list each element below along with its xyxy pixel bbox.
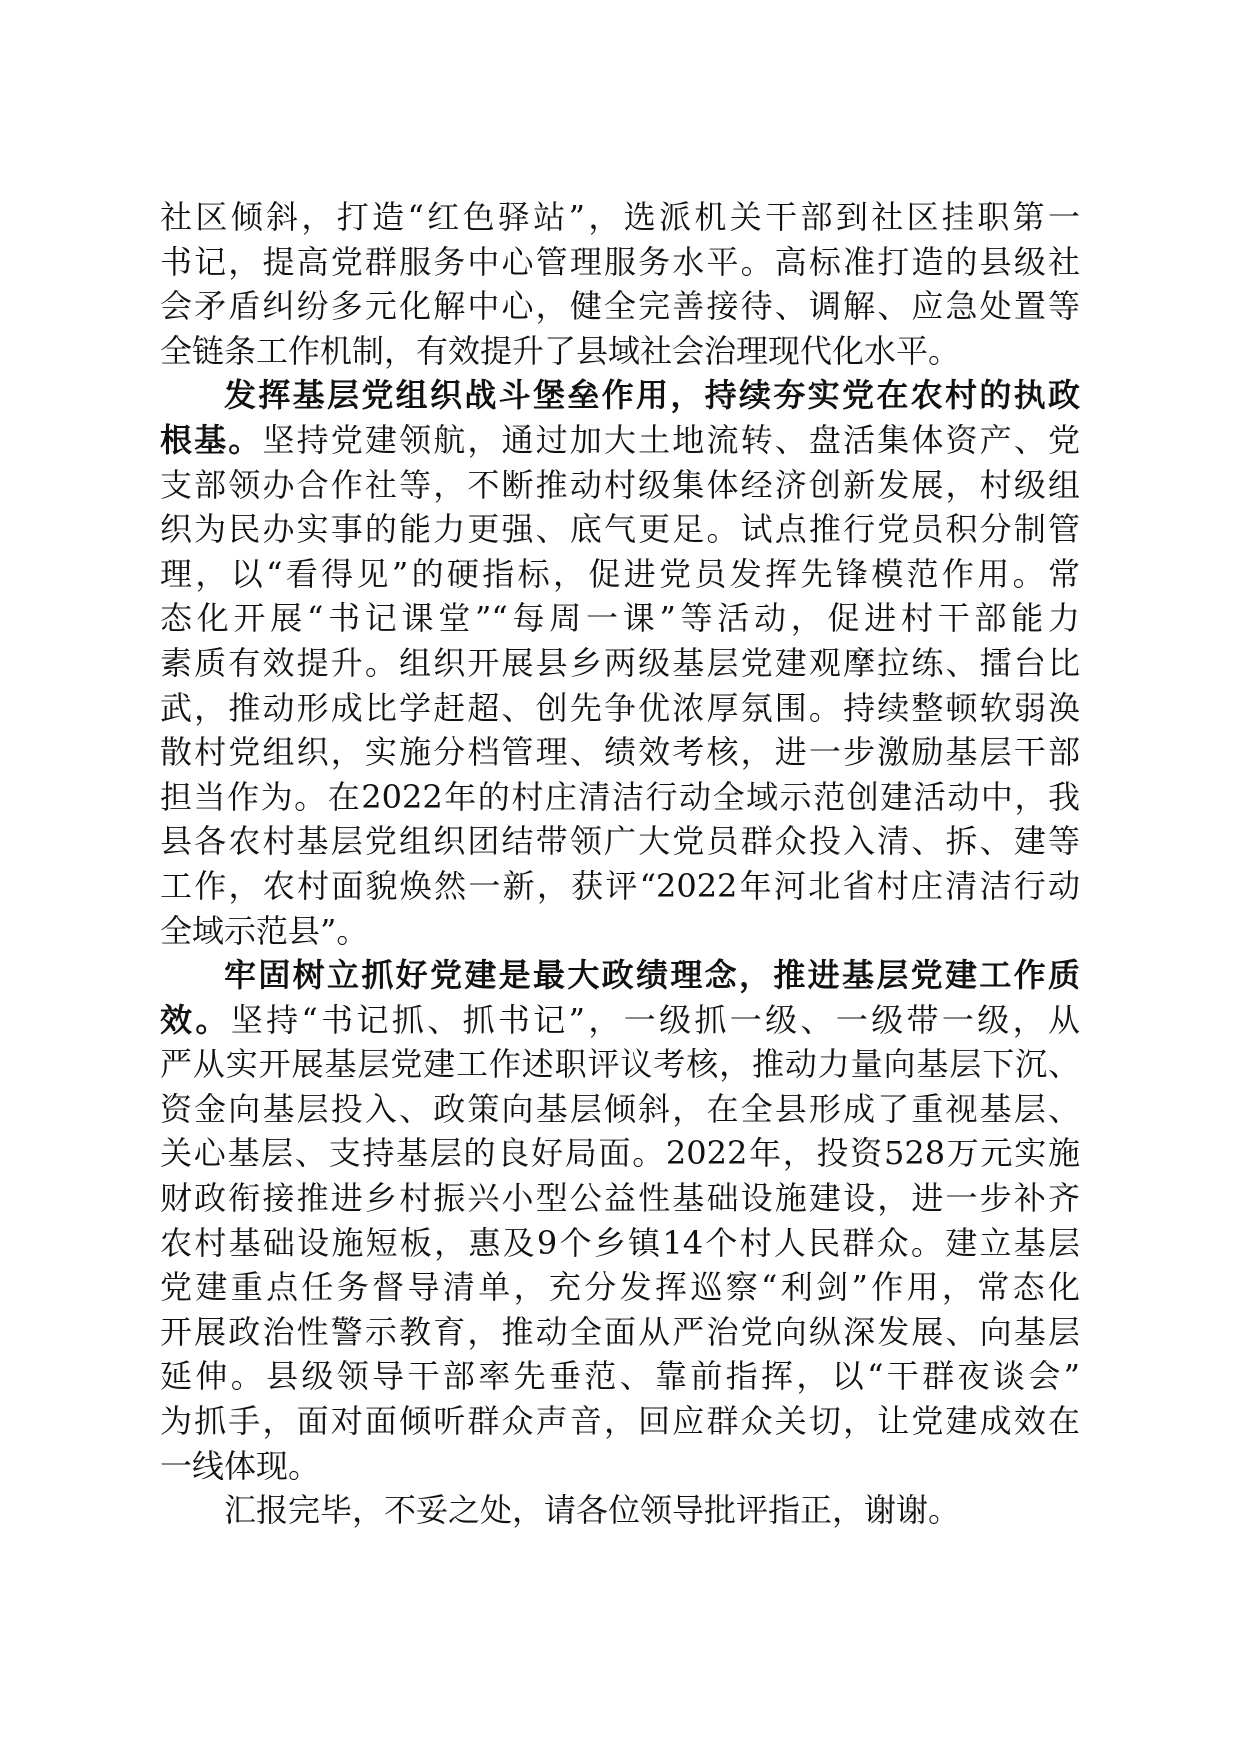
paragraph-3-line-12: 一线体现。	[160, 1446, 321, 1485]
paragraph-2-line-2: 根基。坚持党建领航，通过加大土地流转、盘活集体资产、党	[160, 420, 1080, 459]
paragraph-3-line-9: 开展政治性警示教育，推动全面从严治党向纵深发展、向基层	[160, 1312, 1080, 1351]
paragraph-2-line-8: 武，推动形成比学赶超、创先争优浓厚氛围。持续整顿软弱涣	[160, 688, 1080, 727]
paragraph-3-line-11: 为抓手，面对面倾听群众声音，回应群众关切，让党建成效在	[160, 1402, 1080, 1441]
paragraph-1-line-2: 书记，提高党群服务中心管理服务水平。高标准打造的县级社	[160, 242, 1080, 281]
paragraph-3-line-2: 效。坚持“书记抓、抓书记”，一级抓一级、一级带一级，从	[160, 1000, 1080, 1039]
paragraph-2-line-4: 织为民办实事的能力更强、底气更足。试点推行党员积分制管	[160, 510, 1080, 549]
paragraph-2-line-5: 理，以“看得见”的硬指标，促进党员发挥先锋模范作用。常	[160, 554, 1080, 593]
paragraph-3-line-5: 关心基层、支持基层的良好局面。2022年，投资528万元实施	[160, 1134, 1080, 1173]
paragraph-3-line-6: 财政衔接推进乡村振兴小型公益性基础设施建设，进一步补齐	[160, 1179, 1080, 1218]
paragraph-3-heading-part-1: 牢固树立抓好党建是最大政绩理念，推进基层党建工作质	[224, 956, 1080, 995]
paragraph-3-line-1	[160, 953, 1080, 998]
paragraph-3-line-4: 资金向基层投入、政策向基层倾斜，在全县形成了重视基层、	[160, 1089, 1080, 1128]
paragraph-2-line-6: 态化开展“书记课堂”“每周一课”等活动，促进村干部能力	[160, 599, 1080, 638]
paragraph-3-line-8: 党建重点任务督导清单，充分发挥巡察“利剑”作用，常态化	[160, 1268, 1080, 1307]
paragraph-2-line-1	[160, 373, 1080, 418]
paragraph-3-line-7: 农村基础设施短板，惠及9个乡镇14个村人民群众。建立基层	[160, 1223, 1080, 1262]
paragraph-2-line-13: 全域示范县”。	[160, 911, 369, 950]
paragraph-2-line-9: 散村党组织，实施分档管理、绩效考核，进一步激励基层干部	[160, 733, 1080, 772]
closing-line: 汇报完毕，不妥之处，请各位领导批评指正，谢谢。	[224, 1491, 961, 1530]
paragraph-2-line-7: 素质有效提升。组织开展县乡两级基层党建观摩拉练、擂台比	[160, 643, 1080, 682]
paragraph-1-line-4: 全链条工作机制，有效提升了县域社会治理现代化水平。	[160, 331, 961, 370]
paragraph-3-line-10: 延伸。县级领导干部率先垂范、靠前指挥，以“干群夜谈会”	[160, 1357, 1080, 1396]
paragraph-2-heading-part-2: 根基。	[160, 420, 263, 459]
paragraph-2-line-10: 担当作为。在2022年的村庄清洁行动全域示范创建活动中，我	[160, 777, 1080, 816]
paragraph-1-line-1: 社区倾斜，打造“红色驿站”，选派机关干部到社区挂职第一	[160, 198, 1080, 236]
paragraph-2-line-3: 支部领办合作社等，不断推动村级集体经济创新发展，村级组	[160, 465, 1080, 504]
paragraph-2-line-11: 县各农村基层党组织团结带领广大党员群众投入清、拆、建等	[160, 822, 1080, 861]
paragraph-2-heading-part-1: 发挥基层党组织战斗堡垒作用，持续夯实党在农村的执政	[224, 376, 1080, 415]
document-body	[160, 195, 1080, 1533]
paragraph-2-line-12: 工作，农村面貌焕然一新，获评“2022年河北省村庄清洁行动	[160, 866, 1080, 905]
paragraph-3-heading-part-2: 效。	[160, 1000, 231, 1039]
paragraph-1-line-3: 会矛盾纠纷多元化解中心，健全完善接待、调解、应急处置等	[160, 287, 1080, 326]
paragraph-3-line-3: 严从实开展基层党建工作述职评议考核，推动力量向基层下沉、	[160, 1045, 1080, 1084]
